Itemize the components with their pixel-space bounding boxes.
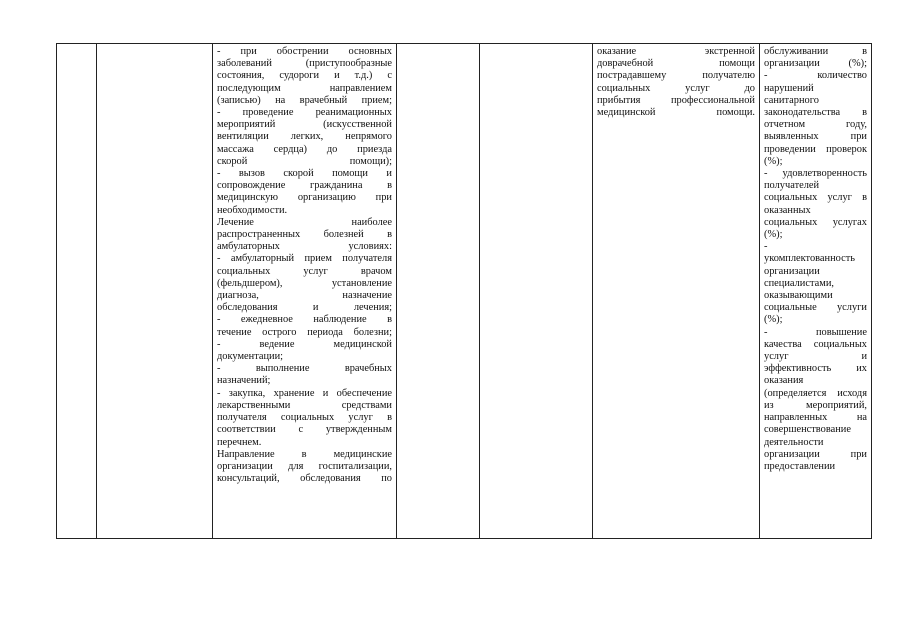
text-line: социальных услугах bbox=[764, 216, 867, 228]
table-cell-service-name bbox=[97, 44, 213, 539]
text-line: оказывающими bbox=[764, 290, 833, 302]
text-line: мероприятий (искусственной bbox=[217, 119, 392, 131]
text-line: организации bbox=[764, 265, 820, 277]
text-line: соответствии с утвержденным bbox=[217, 424, 392, 436]
text-line: нарушений bbox=[764, 82, 814, 94]
text-line: - выполнение врачебных bbox=[217, 363, 392, 375]
text-line: консультаций, обследования по bbox=[217, 473, 392, 485]
table-cell-service-description bbox=[213, 44, 397, 539]
text-line: распространенных болезней в bbox=[217, 229, 392, 241]
text-line: оказание экстренной bbox=[597, 46, 755, 57]
text-line: проведении проверок bbox=[764, 143, 867, 155]
text-line: (определяется исходя bbox=[764, 387, 867, 399]
text-line: прибытия профессиональной bbox=[597, 94, 755, 106]
text-line: лекарственными средствами bbox=[217, 399, 392, 411]
text-line: предоставлении bbox=[764, 460, 836, 472]
text-line: санитарного bbox=[764, 94, 819, 106]
text-line: качества социальных bbox=[764, 338, 867, 350]
text-line: Направление в медицинские bbox=[217, 448, 392, 460]
text-line: - закупка, хранение и обеспечение bbox=[217, 387, 392, 399]
text-line: - удовлетворенность bbox=[764, 168, 867, 180]
text-line: - вызов скорой помощи и bbox=[217, 168, 392, 180]
text-line: из мероприятий, bbox=[764, 399, 867, 411]
text-line: - bbox=[764, 241, 768, 253]
text-line: оказанных bbox=[764, 204, 811, 216]
text-line: совершенствование bbox=[764, 424, 851, 436]
text-line: организации для госпитализации, bbox=[217, 460, 392, 472]
text-line: организации при bbox=[764, 448, 867, 460]
text-line: состояния, судороги и т.д.) с bbox=[217, 70, 392, 82]
text-line: назначений; bbox=[217, 375, 271, 387]
text-line: амбулаторных условиях: bbox=[217, 241, 392, 253]
text-line: документации; bbox=[217, 351, 284, 363]
text-line: эффективность их bbox=[764, 363, 867, 375]
text-line: отчетном году, bbox=[764, 119, 867, 131]
text-line: медицинскую организацию при bbox=[217, 192, 392, 204]
text-line: - при обострении основных bbox=[217, 46, 392, 57]
text-line: социальные услуги bbox=[764, 302, 867, 314]
text-line: специалистами, bbox=[764, 277, 834, 289]
text-line: выявленных при bbox=[764, 131, 867, 143]
text-line: укомплектованность bbox=[764, 253, 856, 265]
text-line: течение острого периода болезни; bbox=[217, 326, 392, 338]
text-line: (%); bbox=[764, 229, 783, 241]
text-line: (записью) на врачебный прием; bbox=[217, 94, 392, 106]
text-line: необходимости. bbox=[217, 204, 288, 216]
text-line: получателей bbox=[764, 180, 820, 192]
text-line: законодательства в bbox=[764, 107, 867, 119]
text-line: (фельдшером), установление bbox=[217, 277, 392, 289]
text-line: скорой помощи); bbox=[217, 155, 392, 167]
services-table bbox=[56, 43, 872, 539]
text-line: деятельности bbox=[764, 436, 824, 448]
text-line: - количество bbox=[764, 70, 867, 82]
text-line: - проведение реанимационных bbox=[217, 107, 392, 119]
text-line: - ведение медицинской bbox=[217, 338, 392, 350]
text-line: - амбулаторный прием получателя bbox=[217, 253, 392, 265]
text-line: диагноза, назначение bbox=[217, 290, 392, 302]
text-line: получателя социальных услуг в bbox=[217, 412, 392, 424]
text-line: медицинской помощи. bbox=[597, 107, 755, 119]
text-line: вентиляции легких, непрямого bbox=[217, 131, 392, 143]
text-line: - повышение bbox=[764, 326, 867, 338]
text-line: массажа сердца) до приезда bbox=[217, 143, 392, 155]
text-line: заболеваний (приступообразные bbox=[217, 58, 392, 70]
text-line: доврачебной помощи bbox=[597, 58, 755, 70]
text-line: обслуживании в bbox=[764, 46, 867, 57]
text-line: Лечение наиболее bbox=[217, 216, 392, 228]
text-line: социальных услуг до bbox=[597, 82, 755, 94]
table-cell-number bbox=[57, 44, 97, 539]
table-cell-quality-indicators bbox=[760, 44, 872, 539]
text-line: пострадавшему получателю bbox=[597, 70, 755, 82]
text-line: организации (%); bbox=[764, 58, 867, 70]
text-line: последующим направлением bbox=[217, 82, 392, 94]
text-line: услуг и bbox=[764, 351, 867, 363]
table-cell-conditions bbox=[593, 44, 760, 539]
table-cell-term bbox=[397, 44, 480, 539]
text-line: - ежедневное наблюдение в bbox=[217, 314, 392, 326]
table-cell-normative bbox=[480, 44, 593, 539]
text-line: направленных на bbox=[764, 412, 867, 424]
text-line: сопровождение гражданина в bbox=[217, 180, 392, 192]
table-row bbox=[57, 44, 872, 539]
text-line: оказания bbox=[764, 375, 804, 387]
text-line: обследования и лечения; bbox=[217, 302, 392, 314]
text-line: (%); bbox=[764, 314, 783, 326]
text-line: перечнем. bbox=[217, 436, 262, 448]
text-line: (%); bbox=[764, 155, 783, 167]
text-line: социальных услуг врачом bbox=[217, 265, 392, 277]
text-line: социальных услуг в bbox=[764, 192, 867, 204]
